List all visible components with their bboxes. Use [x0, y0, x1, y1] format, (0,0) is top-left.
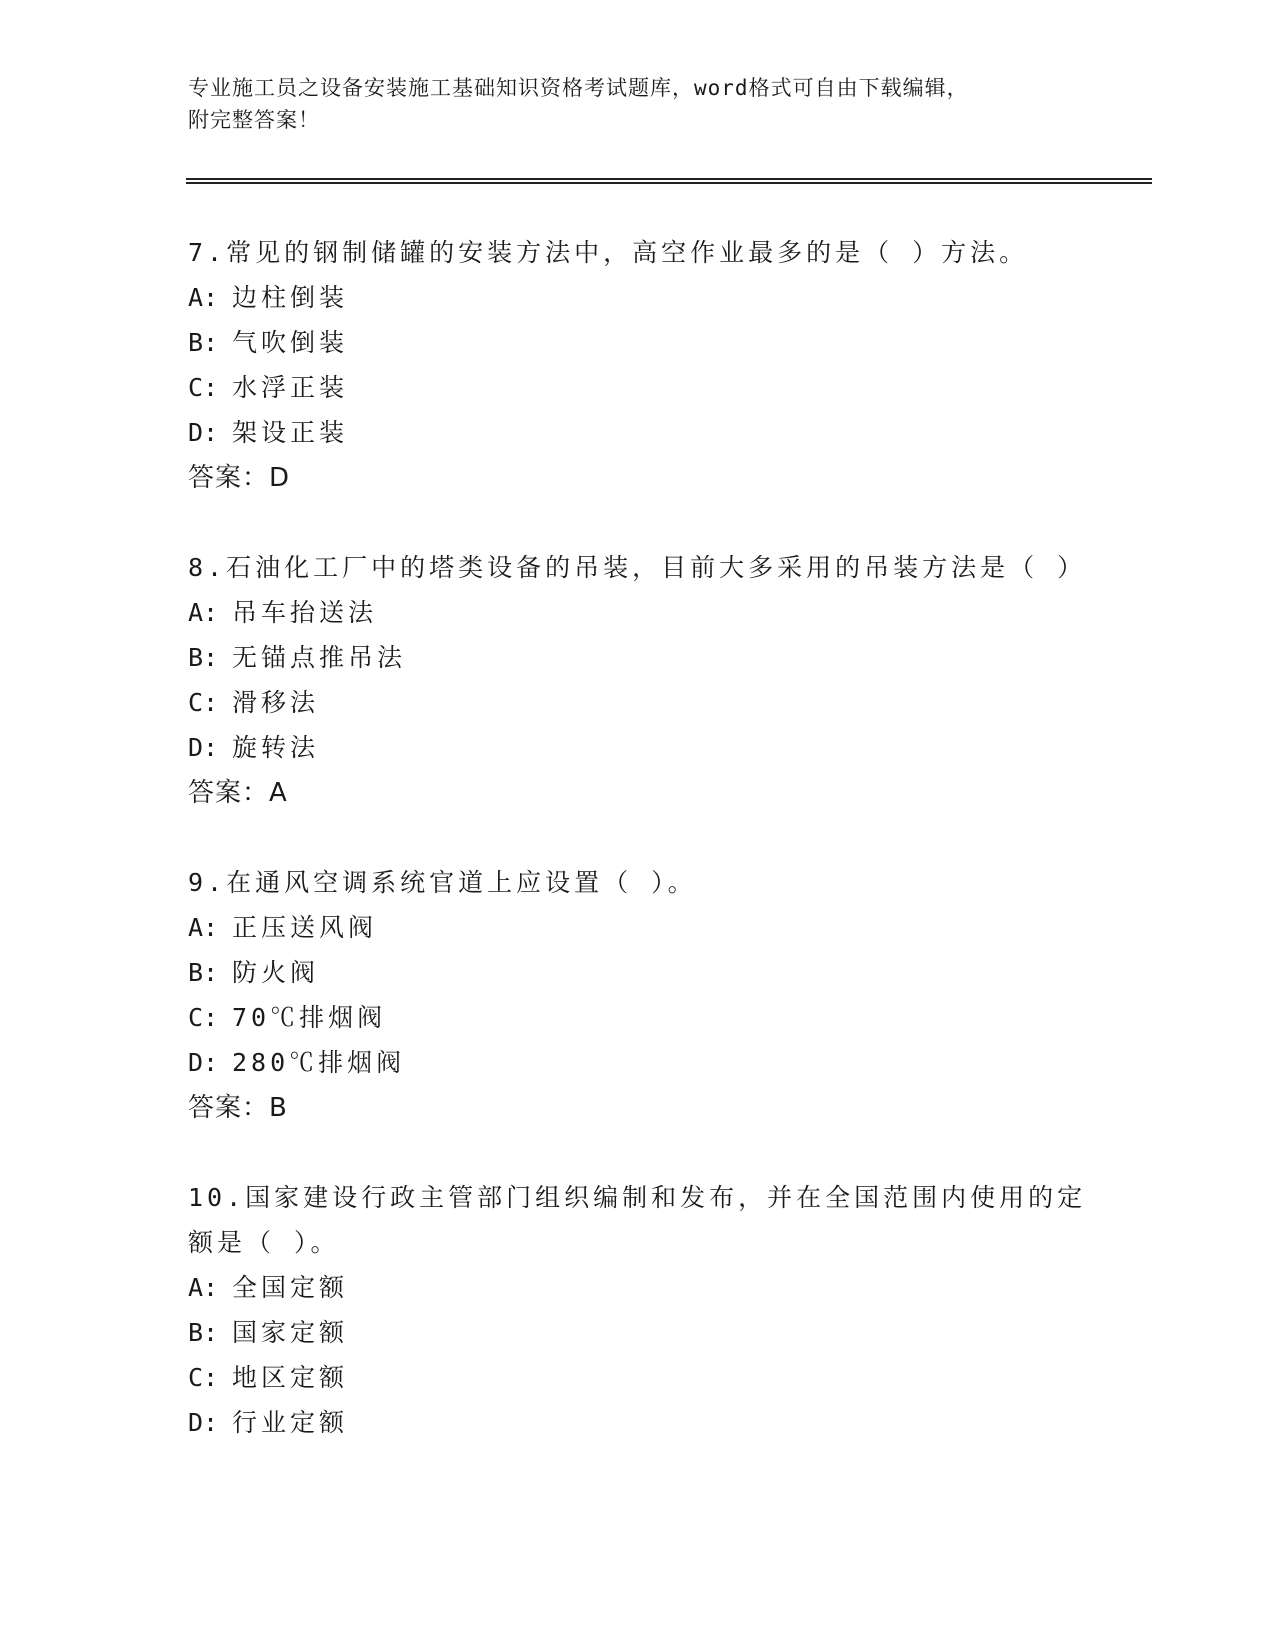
option-b: [188, 1310, 1088, 1355]
option-text: 架设正装: [232, 418, 349, 447]
option-a: [188, 1265, 1088, 1310]
option-c: [188, 995, 1088, 1040]
question-9: [188, 860, 1088, 1131]
question-stem: 10.国家建设行政主管部门组织编制和发布，并在全国范围内使用的定额是（ ）。: [188, 1183, 1087, 1257]
option-text: 国家定额: [232, 1318, 349, 1347]
option-text: 旋转法: [232, 733, 320, 762]
header-line-2: 附完整答案！: [188, 108, 320, 132]
option-letter: C:: [188, 688, 219, 717]
option-letter: A:: [188, 1273, 219, 1302]
option-letter: A:: [188, 598, 219, 627]
question-stem: 9.在通风空调系统官道上应设置（ ）。: [188, 868, 697, 897]
option-d: [188, 410, 1088, 455]
option-letter: D:: [188, 1048, 219, 1077]
option-text: 70℃排烟阀: [232, 1003, 387, 1032]
answer-text: 答案：B: [188, 1093, 288, 1123]
option-b: [188, 320, 1088, 365]
option-text: 滑移法: [232, 688, 320, 717]
option-b: [188, 950, 1088, 995]
question-list: [188, 230, 1088, 1489]
option-c: [188, 1355, 1088, 1400]
option-d: [188, 1040, 1088, 1085]
option-letter: C:: [188, 1003, 219, 1032]
option-a: [188, 905, 1088, 950]
option-a: [188, 275, 1088, 320]
option-text: 地区定额: [232, 1363, 349, 1392]
option-text: 行业定额: [232, 1408, 349, 1437]
option-letter: B:: [188, 643, 219, 672]
option-a: [188, 590, 1088, 635]
question-stem: 7.常见的钢制储罐的安装方法中，高空作业最多的是（ ）方法。: [188, 238, 1029, 267]
option-letter: A:: [188, 913, 219, 942]
option-text: 防火阀: [232, 958, 320, 987]
question-7: [188, 230, 1088, 501]
option-letter: D:: [188, 1408, 219, 1437]
question-8: [188, 545, 1088, 816]
option-letter: C:: [188, 1363, 219, 1392]
option-text: 水浮正装: [232, 373, 349, 402]
option-text: 无锚点推吊法: [232, 643, 407, 672]
option-text: 全国定额: [232, 1273, 349, 1302]
option-letter: B:: [188, 958, 219, 987]
option-letter: B:: [188, 1318, 219, 1347]
option-letter: D:: [188, 418, 219, 447]
header-divider: [186, 178, 1152, 184]
option-text: 正压送风阀: [232, 913, 378, 942]
option-text: 气吹倒装: [232, 328, 349, 357]
question-10: [188, 1175, 1088, 1445]
option-b: [188, 635, 1088, 680]
header-line-1: 专业施工员之设备安装施工基础知识资格考试题库，word格式可自由下载编辑，: [188, 76, 969, 100]
question-stem: 8.石油化工厂中的塔类设备的吊装，目前大多采用的吊装方法是（ ）: [188, 553, 1087, 582]
answer-text: 答案：A: [188, 778, 288, 808]
answer-text: 答案：D: [188, 463, 291, 493]
document-header: [188, 72, 1068, 136]
option-text: 边柱倒装: [232, 283, 349, 312]
option-letter: B:: [188, 328, 219, 357]
option-d: [188, 725, 1088, 770]
option-text: 吊车抬送法: [232, 598, 378, 627]
option-c: [188, 365, 1088, 410]
option-letter: C:: [188, 373, 219, 402]
option-letter: A:: [188, 283, 219, 312]
option-c: [188, 680, 1088, 725]
option-d: [188, 1400, 1088, 1445]
option-letter: D:: [188, 733, 219, 762]
option-text: 280℃排烟阀: [232, 1048, 406, 1077]
